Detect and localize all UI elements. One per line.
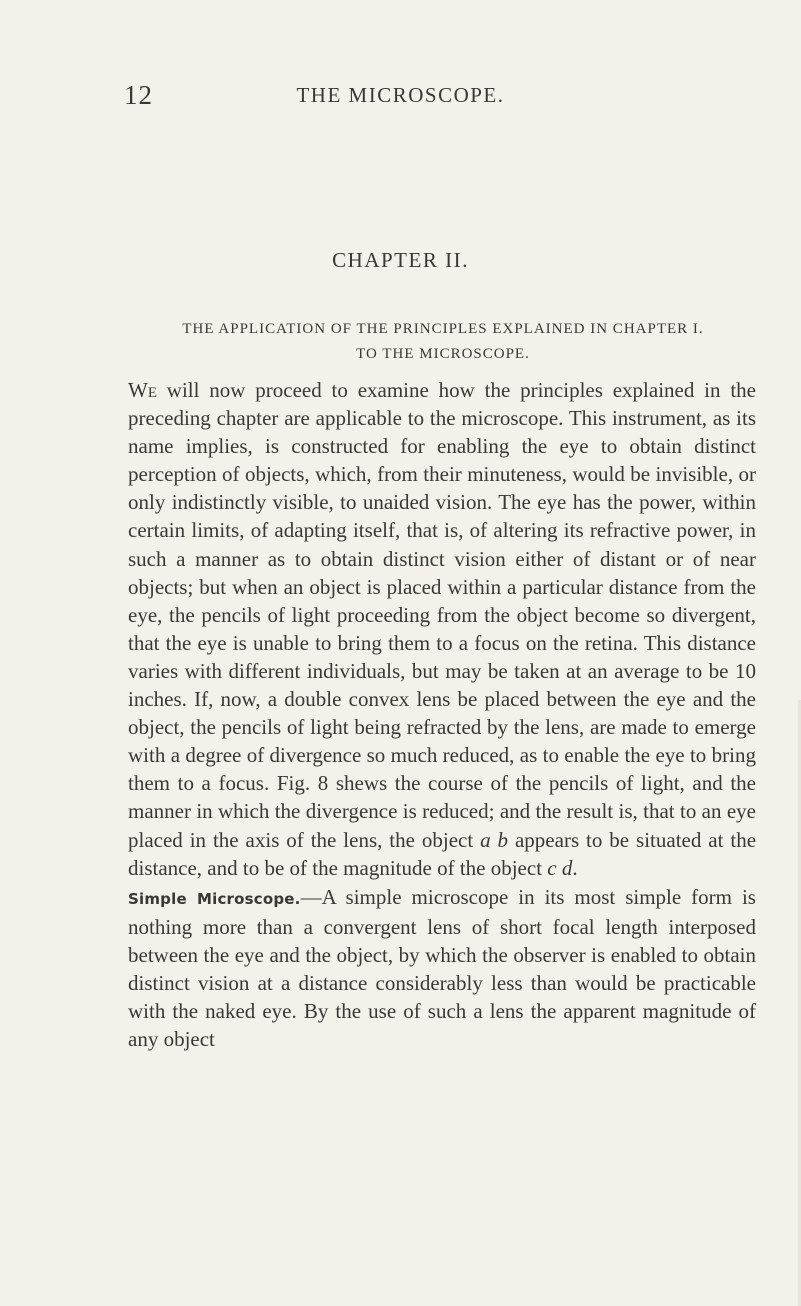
chapter-heading: CHAPTER II. — [332, 248, 469, 272]
body-text — [128, 376, 756, 1053]
italic-ab: a b — [480, 827, 509, 852]
running-title: THE MICROSCOPE. — [296, 83, 505, 107]
paragraph-simple-microscope-text: —A simple microscope in its most simple form is nothing more than a convergent lens of short focal length interposed between the eye and the object, by which the observer is enabled to obtain distinct vision at a distance considerably less than would be practicable with the naked eye. By the use of such a lens the apparent magnitude of any object — [128, 884, 756, 1052]
chapter-subtitle-line-1: THE APPLICATION OF THE PRINCIPLES EXPLAINED IN CHAPTER I. — [182, 321, 704, 337]
section-head-simple-microscope: Simple Microscope. — [128, 889, 301, 908]
italic-cd: c d — [547, 855, 573, 880]
chapter-subtitle-line-2: TO THE MICROSCOPE. — [356, 346, 530, 362]
running-head — [0, 80, 801, 110]
paragraph-intro-text: will now proceed to examine how the principles explained in the preceding chapter are applicable to the microscope. This instrument, as its name implies, is constructed for enabling the eye to obtain distinct perception of objects, which, from their minuteness, would be invisible, or only indistinctly visible, to unaided vision. The eye has the power, within certain limits, of adapting itself, that is, of altering its refractive power, in such a manner as to obtain distinct vision either of distant or of near objects; but when an object is placed within a particular distance from the eye, the pencils of light proceeding from the object become so divergent, that the eye is unable to bring them to a focus on the retina. This distance varies with different individuals, but may be taken at an average to be 10 inches. If, now, a double convex lens be placed between the eye and the object, the pencils of light being refracted by the lens, are made to emerge with a degree of divergence so much reduced, as to enable the eye to bring them to a focus. Fig. 8 shews the course of the pencils of light, and the manner in which the divergence is reduced; and the result is, that to an eye placed in the axis of the lens, the object — [128, 378, 756, 852]
chapter-subtitle — [128, 317, 758, 367]
paragraph-intro — [128, 376, 756, 882]
lead-word: We — [128, 378, 157, 402]
paragraph-intro-text-end: . — [572, 855, 578, 880]
paragraph-simple-microscope — [128, 883, 756, 1054]
paragraph-intro-text-mid: appears to be situated at the distance, and to be of the magnitude of the object — [128, 827, 757, 880]
page-number: 12 — [124, 80, 153, 110]
